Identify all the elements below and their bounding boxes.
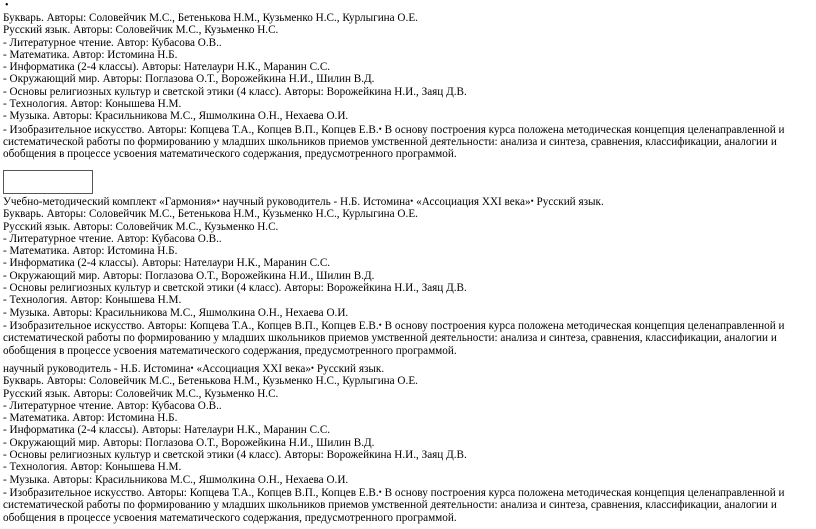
publisher-text: «Ассоциация XXI века»	[413, 196, 531, 208]
subject-text: Русский язык.	[314, 363, 385, 375]
bukvar-line: Букварь. Авторы: Соловейчик М.С., Бетенькова Н.М., Кузьменко Н.С., Курлыгина О.Е.	[3, 12, 418, 24]
art-text: - Изобразительное искусство. Авторы: Копцева Т.А., Копцев В.П., Копцев Е.В.	[3, 123, 379, 136]
religion-line: - Основы религиозных культур и светской этики (4 класс). Авторы: Ворожейкина Н.И., Заяц Д.В.	[3, 85, 467, 98]
art-paragraph	[3, 319, 813, 357]
supervisor-text: научный руководитель - Н.Б. Истомина	[219, 196, 411, 208]
informatics-line: - Информатика (2-4 классы). Авторы: Нателаури Н.К., Маранин С.С.	[3, 61, 331, 74]
bullet-icon: •	[310, 363, 315, 373]
russian-line: Русский язык. Авторы: Соловейчик М.С., Кузьменко Н.С.	[3, 24, 279, 37]
section-1	[3, 12, 813, 161]
concept-text: В основу построения курса положена методическая концепция целенаправленной и систематической работы по формированию у младших школьников приемов умственной деятельности: анализа и синтеза, сравнения, классификации, аналогии и обобщения в процессе усвоения математического содержания, предусмотренного программой.	[3, 486, 785, 524]
subject-text: Русский язык.	[533, 196, 604, 208]
bullet-icon: •	[190, 363, 194, 373]
music-line: - Музыка. Авторы: Красильникова М.С., Яшмолкина О.Н., Нехаева О.И.	[3, 473, 349, 486]
music-line: - Музыка. Авторы: Красильникова М.С., Яшмолкина О.Н., Нехаева О.И.	[3, 110, 349, 123]
empty-image-frame	[3, 170, 93, 194]
math-line: - Математика. Автор: Истомина Н.Б.	[3, 412, 178, 425]
section-3	[3, 362, 813, 524]
art-paragraph	[3, 123, 813, 161]
world-line: - Окружающий мир. Авторы: Поглазова О.Т., Ворожейкина Н.И., Шилин В.Д.	[3, 269, 375, 282]
bukvar-line: Букварь. Авторы: Соловейчик М.С., Бетенькова Н.М., Кузьменко Н.С., Курлыгина О.Е.	[3, 375, 418, 388]
literature-line: - Литературное чтение. Автор: Кубасова О.В..	[3, 36, 222, 49]
literature-line: - Литературное чтение. Автор: Кубасова О.В..	[3, 232, 222, 245]
section-3-header	[3, 362, 813, 375]
kit-title: Учебно-методический комплект «Гармония»	[3, 196, 217, 208]
bullet-icon: •	[378, 486, 382, 497]
art-text: - Изобразительное искусство. Авторы: Копцева Т.А., Копцев В.П., Копцев Е.В.	[3, 486, 379, 499]
music-line: - Музыка. Авторы: Красильникова М.С., Яшмолкина О.Н., Нехаева О.И.	[3, 306, 349, 319]
religion-line: - Основы религиозных культур и светской этики (4 класс). Авторы: Ворожейкина Н.И., Заяц Д.В.	[3, 449, 467, 462]
math-line: - Математика. Автор: Истомина Н.Б.	[3, 48, 178, 61]
russian-line: Русский язык. Авторы: Соловейчик М.С., Кузьменко Н.С.	[3, 387, 279, 400]
literature-line: - Литературное чтение. Автор: Кубасова О.В..	[3, 399, 222, 412]
art-paragraph	[3, 486, 813, 524]
bullet-icon: •	[378, 123, 382, 134]
math-line: - Математика. Автор: Истомина Н.Б.	[3, 245, 178, 258]
religion-line: - Основы религиозных культур и светской этики (4 класс). Авторы: Ворожейкина Н.И., Заяц Д.В.	[3, 282, 467, 295]
supervisor-text: научный руководитель - Н.Б. Истомина	[3, 363, 191, 375]
informatics-line: - Информатика (2-4 классы). Авторы: Нателаури Н.К., Маранин С.С.	[3, 424, 331, 437]
art-text: - Изобразительное искусство. Авторы: Копцева Т.А., Копцев В.П., Копцев Е.В.	[3, 319, 379, 332]
informatics-line: - Информатика (2-4 классы). Авторы: Нателаури Н.К., Маранин С.С.	[3, 257, 331, 270]
world-line: - Окружающий мир. Авторы: Поглазова О.Т., Ворожейкина Н.И., Шилин В.Д.	[3, 73, 375, 86]
bullet-icon: •	[530, 196, 534, 206]
bullet-icon: •	[216, 196, 220, 206]
section-2	[3, 195, 813, 357]
bullet-icon: •	[378, 319, 382, 330]
world-line: - Окружающий мир. Авторы: Поглазова О.Т., Ворожейкина Н.И., Шилин В.Д.	[3, 436, 375, 449]
technology-line: - Технология. Автор: Конышева Н.М.	[3, 294, 182, 307]
bukvar-line: Букварь. Авторы: Соловейчик М.С., Бетенькова Н.М., Кузьменко Н.С., Курлыгина О.Е.	[3, 208, 418, 221]
concept-text: В основу построения курса положена методическая концепция целенаправленной и систематической работы по формированию у младших школьников приемов умственной деятельности: анализа и синтеза, сравнения, классификации, аналогии и обобщения в процессе усвоения математического содержания, предусмотренного программой.	[3, 319, 785, 357]
russian-line: Русский язык. Авторы: Соловейчик М.С., Кузьменко Н.С.	[3, 220, 279, 233]
section-2-header	[3, 195, 813, 208]
technology-line: - Технология. Автор: Конышева Н.М.	[3, 98, 182, 111]
technology-line: - Технология. Автор: Конышева Н.М.	[3, 461, 182, 474]
concept-text: В основу построения курса положена методическая концепция целенаправленной и систематической работы по формированию у младших школьников приемов умственной деятельности: анализа и синтеза, сравнения, классификации, аналогии и обобщения в процессе усвоения математического содержания, предусмотренного программой.	[3, 123, 785, 161]
bullet-icon: •	[5, 0, 9, 11]
publisher-text: «Ассоциация XXI века»	[193, 363, 311, 375]
bullet-icon: •	[410, 196, 414, 206]
